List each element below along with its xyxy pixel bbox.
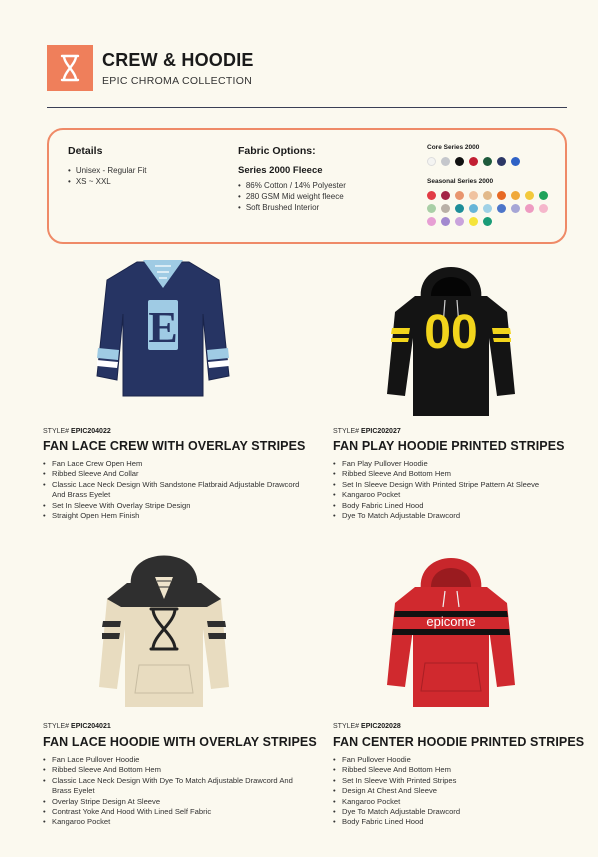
color-swatch [441, 204, 450, 213]
feature-list [333, 755, 595, 828]
brand-logo [47, 45, 93, 91]
color-swatch [427, 204, 436, 213]
style-number: STYLE# EPIC202027 [333, 428, 401, 435]
hourglass-icon [59, 54, 81, 82]
color-swatch [511, 191, 520, 200]
product-name: FAN CENTER HOODIE PRINTED STRIPES [333, 735, 585, 749]
product-name: FAN LACE CREW WITH OVERLAY STRIPES [43, 439, 306, 453]
color-swatch [455, 191, 464, 200]
details-title: Details [68, 145, 103, 157]
color-swatch [539, 191, 548, 200]
feature-item: • Dye To Match Adjustable Drawcord [333, 511, 595, 521]
color-swatch [427, 157, 436, 166]
feature-item: • Straight Open Hem Finish [43, 511, 305, 521]
feature-item: • Classic Lace Neck Design With Sandstone Flatbraid Adjustable Drawcord And Brass Eyelet [43, 480, 305, 501]
feature-item: • Fan Pullover Hoodie [333, 755, 595, 765]
feature-item: • Body Fabric Lined Hood [333, 817, 595, 827]
feature-list [43, 459, 305, 521]
crew-graphic-text: E [148, 303, 178, 352]
details-list [68, 165, 147, 187]
style-number: STYLE# EPIC202028 [333, 723, 401, 730]
feature-item: • Design At Chest And Sleeve [333, 786, 595, 796]
core-series-title: Core Series 2000 [427, 144, 480, 151]
page-title: CREW & HOODIE [102, 49, 254, 70]
color-swatch [539, 204, 548, 213]
lace-crew-image [95, 256, 231, 401]
feature-item: • Overlay Stripe Design At Sleeve [43, 797, 305, 807]
feature-list [43, 755, 305, 828]
seasonal-swatches [427, 191, 552, 226]
seasonal-series-title: Seasonal Series 2000 [427, 178, 494, 185]
details-item: • Unisex - Regular Fit [68, 165, 147, 176]
feature-item: • Ribbed Sleeve And Collar [43, 469, 305, 479]
product-name: FAN PLAY HOODIE PRINTED STRIPES [333, 439, 565, 453]
color-swatch [455, 204, 464, 213]
product-name: FAN LACE HOODIE WITH OVERLAY STRIPES [43, 735, 317, 749]
page-subtitle: EPIC CHROMA COLLECTION [102, 74, 253, 87]
fabric-list [238, 180, 346, 213]
color-swatch [469, 204, 478, 213]
color-swatch [525, 204, 534, 213]
color-swatch [483, 204, 492, 213]
color-swatch [483, 191, 492, 200]
lace-hoodie-image [97, 547, 231, 712]
hoodie-graphic-text: 00 [424, 306, 478, 359]
color-swatch [497, 191, 506, 200]
color-swatch [427, 191, 436, 200]
color-swatch [497, 157, 506, 166]
feature-item: • Contrast Yoke And Hood With Lined Self Fabric [43, 807, 305, 817]
style-number: STYLE# EPIC204022 [43, 428, 111, 435]
hoodie-graphic-text: epicome [426, 614, 476, 629]
color-swatch [455, 217, 464, 226]
color-swatch [469, 217, 478, 226]
feature-list [333, 459, 595, 521]
fabric-series: Series 2000 Fleece [238, 165, 323, 176]
feature-item: • Classic Lace Neck Design With Dye To Match Adjustable Drawcord And Brass Eyelet [43, 776, 305, 797]
color-swatch [511, 204, 520, 213]
header-divider [47, 107, 567, 108]
feature-item: • Ribbed Sleeve And Bottom Hem [333, 469, 595, 479]
header [47, 45, 254, 91]
details-item: • XS ~ XXL [68, 176, 147, 187]
core-swatches [427, 157, 552, 166]
feature-item: • Kangaroo Pocket [333, 490, 595, 500]
feature-item: • Fan Play Pullover Hoodie [333, 459, 595, 469]
feature-item: • Fan Lace Crew Open Hem [43, 459, 305, 469]
feature-item: • Fan Lace Pullover Hoodie [43, 755, 305, 765]
color-swatch [427, 217, 436, 226]
fabric-item: • 280 GSM Mid weight fleece [238, 191, 346, 202]
color-swatch [469, 191, 478, 200]
color-swatch [441, 191, 450, 200]
style-number: STYLE# EPIC204021 [43, 723, 111, 730]
feature-item: • Body Fabric Lined Hood [333, 501, 595, 511]
feature-item: • Set In Sleeve Design With Printed Stripe Pattern At Sleeve [333, 480, 595, 490]
fabric-title: Fabric Options: [238, 145, 316, 157]
feature-item: • Dye To Match Adjustable Drawcord [333, 807, 595, 817]
color-swatch [525, 191, 534, 200]
color-swatch [455, 157, 464, 166]
color-swatch [441, 217, 450, 226]
info-panel [47, 128, 567, 244]
feature-item: • Ribbed Sleeve And Bottom Hem [333, 765, 595, 775]
color-swatch [497, 204, 506, 213]
fabric-item: • 86% Cotton / 14% Polyester [238, 180, 346, 191]
feature-item: • Set In Sleeve With Overlay Stripe Design [43, 501, 305, 511]
color-swatch [441, 157, 450, 166]
center-hoodie-image [385, 547, 517, 712]
feature-item: • Kangaroo Pocket [43, 817, 305, 827]
color-swatch [511, 157, 520, 166]
feature-item: • Set In Sleeve With Printed Stripes [333, 776, 595, 786]
color-swatch [469, 157, 478, 166]
fabric-item: • Soft Brushed Interior [238, 202, 346, 213]
feature-item: • Ribbed Sleeve And Bottom Hem [43, 765, 305, 775]
color-swatch [483, 217, 492, 226]
feature-item: • Kangaroo Pocket [333, 797, 595, 807]
color-swatch [483, 157, 492, 166]
play-hoodie-image [385, 256, 517, 421]
